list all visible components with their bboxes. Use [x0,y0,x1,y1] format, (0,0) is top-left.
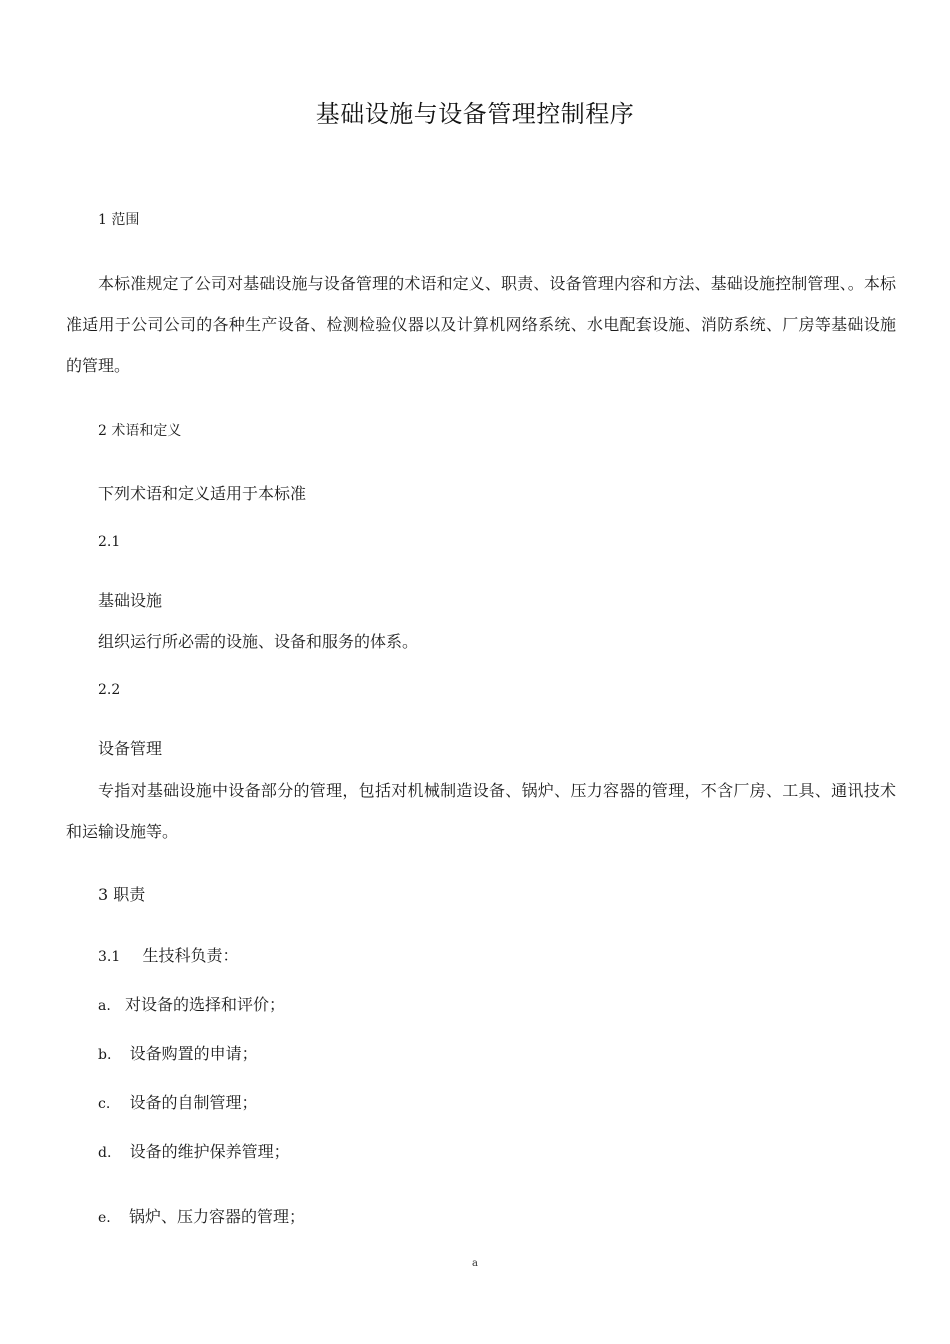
list-marker: d. [98,1145,112,1161]
page-footer-mark: a [472,1258,478,1269]
section-2-heading-text: 2 术语和定义 [98,423,182,439]
list-item [98,995,285,1016]
list-marker: a. [98,998,111,1014]
list-marker: b. [98,1047,112,1063]
section-1-heading-text: 1 范围 [98,212,140,228]
item-2-1-definition: 组织运行所必需的设施、设备和服务的体系。 [98,632,419,651]
list-item [98,1093,258,1114]
item-2-1-term: 基础设施 [98,591,163,610]
list-text: 设备购置的申请； [129,1044,258,1063]
section-2-intro: 下列术语和定义适用于本标准 [98,484,307,503]
item-2-1-number: 2.1 [98,534,121,550]
list-text: 设备的自制管理； [129,1093,258,1112]
section-2-heading [98,420,181,441]
item-2-2-definition: 专指对基础设施中设备部分的管理，包括对机械制造设备、锅炉、压力容器的管理，不含厂房、工具、通讯技术和运输设施等。 [66,781,896,841]
item-2-2-term: 设备管理 [98,739,163,758]
section-3-heading: 3 职责 [98,885,146,904]
list-text: 锅炉、压力容器的管理； [128,1207,305,1226]
section-3-1-number: 3.1 [98,949,121,965]
section-1-paragraph: 本标准规定了公司对基础设施与设备管理的术语和定义、职责、设备管理内容和方法、基础设施控制管理、。本标准适用于公司公司的各种生产设备、检测检验仪器以及计算机网络系统、水电配套设施、消防系统、厂房等基础设施的管理。 [66,274,896,375]
list-text: 设备的维护保养管理； [129,1142,290,1161]
section-1-heading [98,209,139,230]
list-item [98,1044,258,1065]
document-title: 基础设施与设备管理控制程序 [315,100,635,128]
list-marker: e. [98,1210,111,1226]
list-item [98,1207,305,1228]
section-3-1-label: 生技科负责： [142,946,239,965]
list-text: 对设备的选择和评价； [124,995,285,1014]
list-item [98,1142,290,1163]
item-2-2-number: 2.2 [98,682,121,698]
section-3-1-line [98,946,238,967]
list-marker: c. [98,1096,111,1112]
